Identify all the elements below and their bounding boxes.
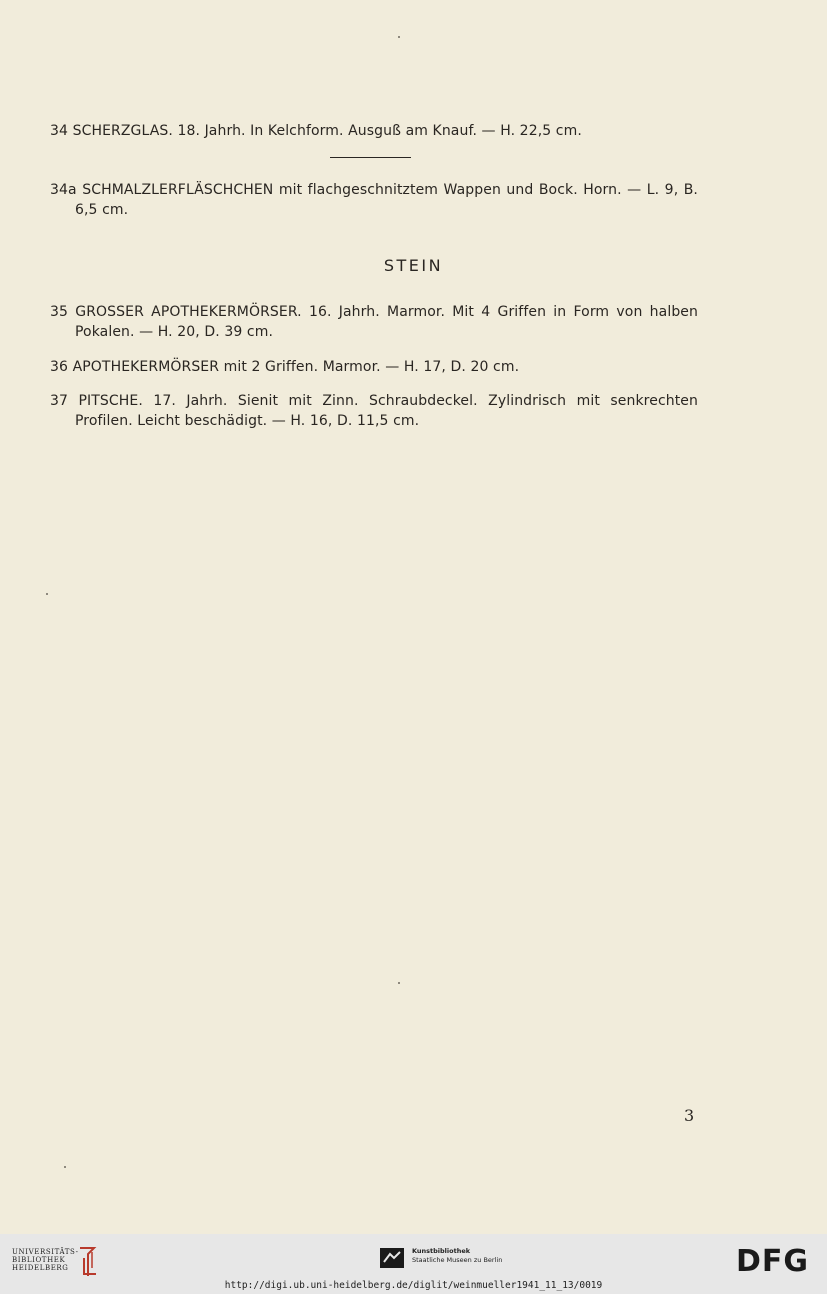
catalog-entry-34	[50, 121, 698, 141]
entry-text: PITSCHE. 17. Jahrh. Sienit mit Zinn. Schraubdeckel. Zylindrisch mit senkrechten Profilen. Leicht beschädigt. — H. 16, D. 11,5 cm.	[75, 393, 698, 429]
paper-speck	[64, 1166, 66, 1168]
entry-number: 34	[50, 123, 69, 139]
entry-number: 35	[50, 304, 69, 320]
kunstbibliothek-logo-icon	[380, 1248, 404, 1268]
university-logo-icon	[76, 1244, 102, 1280]
dfg-logo: DFG	[736, 1244, 810, 1279]
paper-speck	[398, 982, 400, 984]
source-url-link[interactable]: http://digi.ub.uni-heidelberg.de/diglit/weinmueller1941_11_13/0019	[224, 1280, 603, 1291]
university-library-label: UNIVERSITÄTS- BIBLIOTHEK HEIDELBERG	[12, 1248, 79, 1272]
entry-text: GROSSER APOTHEKERMÖRSER. 16. Jahrh. Marmor. Mit 4 Griffen in Form von halben Pokalen. — H. 20, D. 39 cm.	[75, 304, 698, 340]
catalog-entry-35	[50, 302, 698, 342]
entry-text: SCHERZGLAS. 18. Jahrh. In Kelchform. Ausguß am Knauf. — H. 22,5 cm.	[72, 123, 582, 139]
entry-text: APOTHEKERMÖRSER mit 2 Griffen. Marmor. — H. 17, D. 20 cm.	[72, 359, 520, 375]
entry-number: 34a	[50, 182, 77, 198]
section-heading: STEIN	[383, 256, 444, 275]
kunstbibliothek-label: Kunstbibliothek Staatliche Museen zu Berlin	[412, 1247, 503, 1264]
entry-text: SCHMALZLERFLÄSCHCHEN mit flachgeschnitztem Wappen und Bock. Horn. — L. 9, B. 6,5 cm.	[75, 182, 698, 218]
page-number: 3	[684, 1106, 695, 1125]
entry-number: 36	[50, 359, 69, 375]
catalog-entry-37	[50, 391, 698, 431]
paper-speck	[398, 36, 400, 38]
divider-rule	[330, 157, 411, 158]
catalog-entry-36	[50, 357, 698, 377]
catalog-entry-34a	[50, 180, 698, 220]
paper-speck	[46, 593, 48, 595]
entry-number: 37	[50, 393, 69, 409]
